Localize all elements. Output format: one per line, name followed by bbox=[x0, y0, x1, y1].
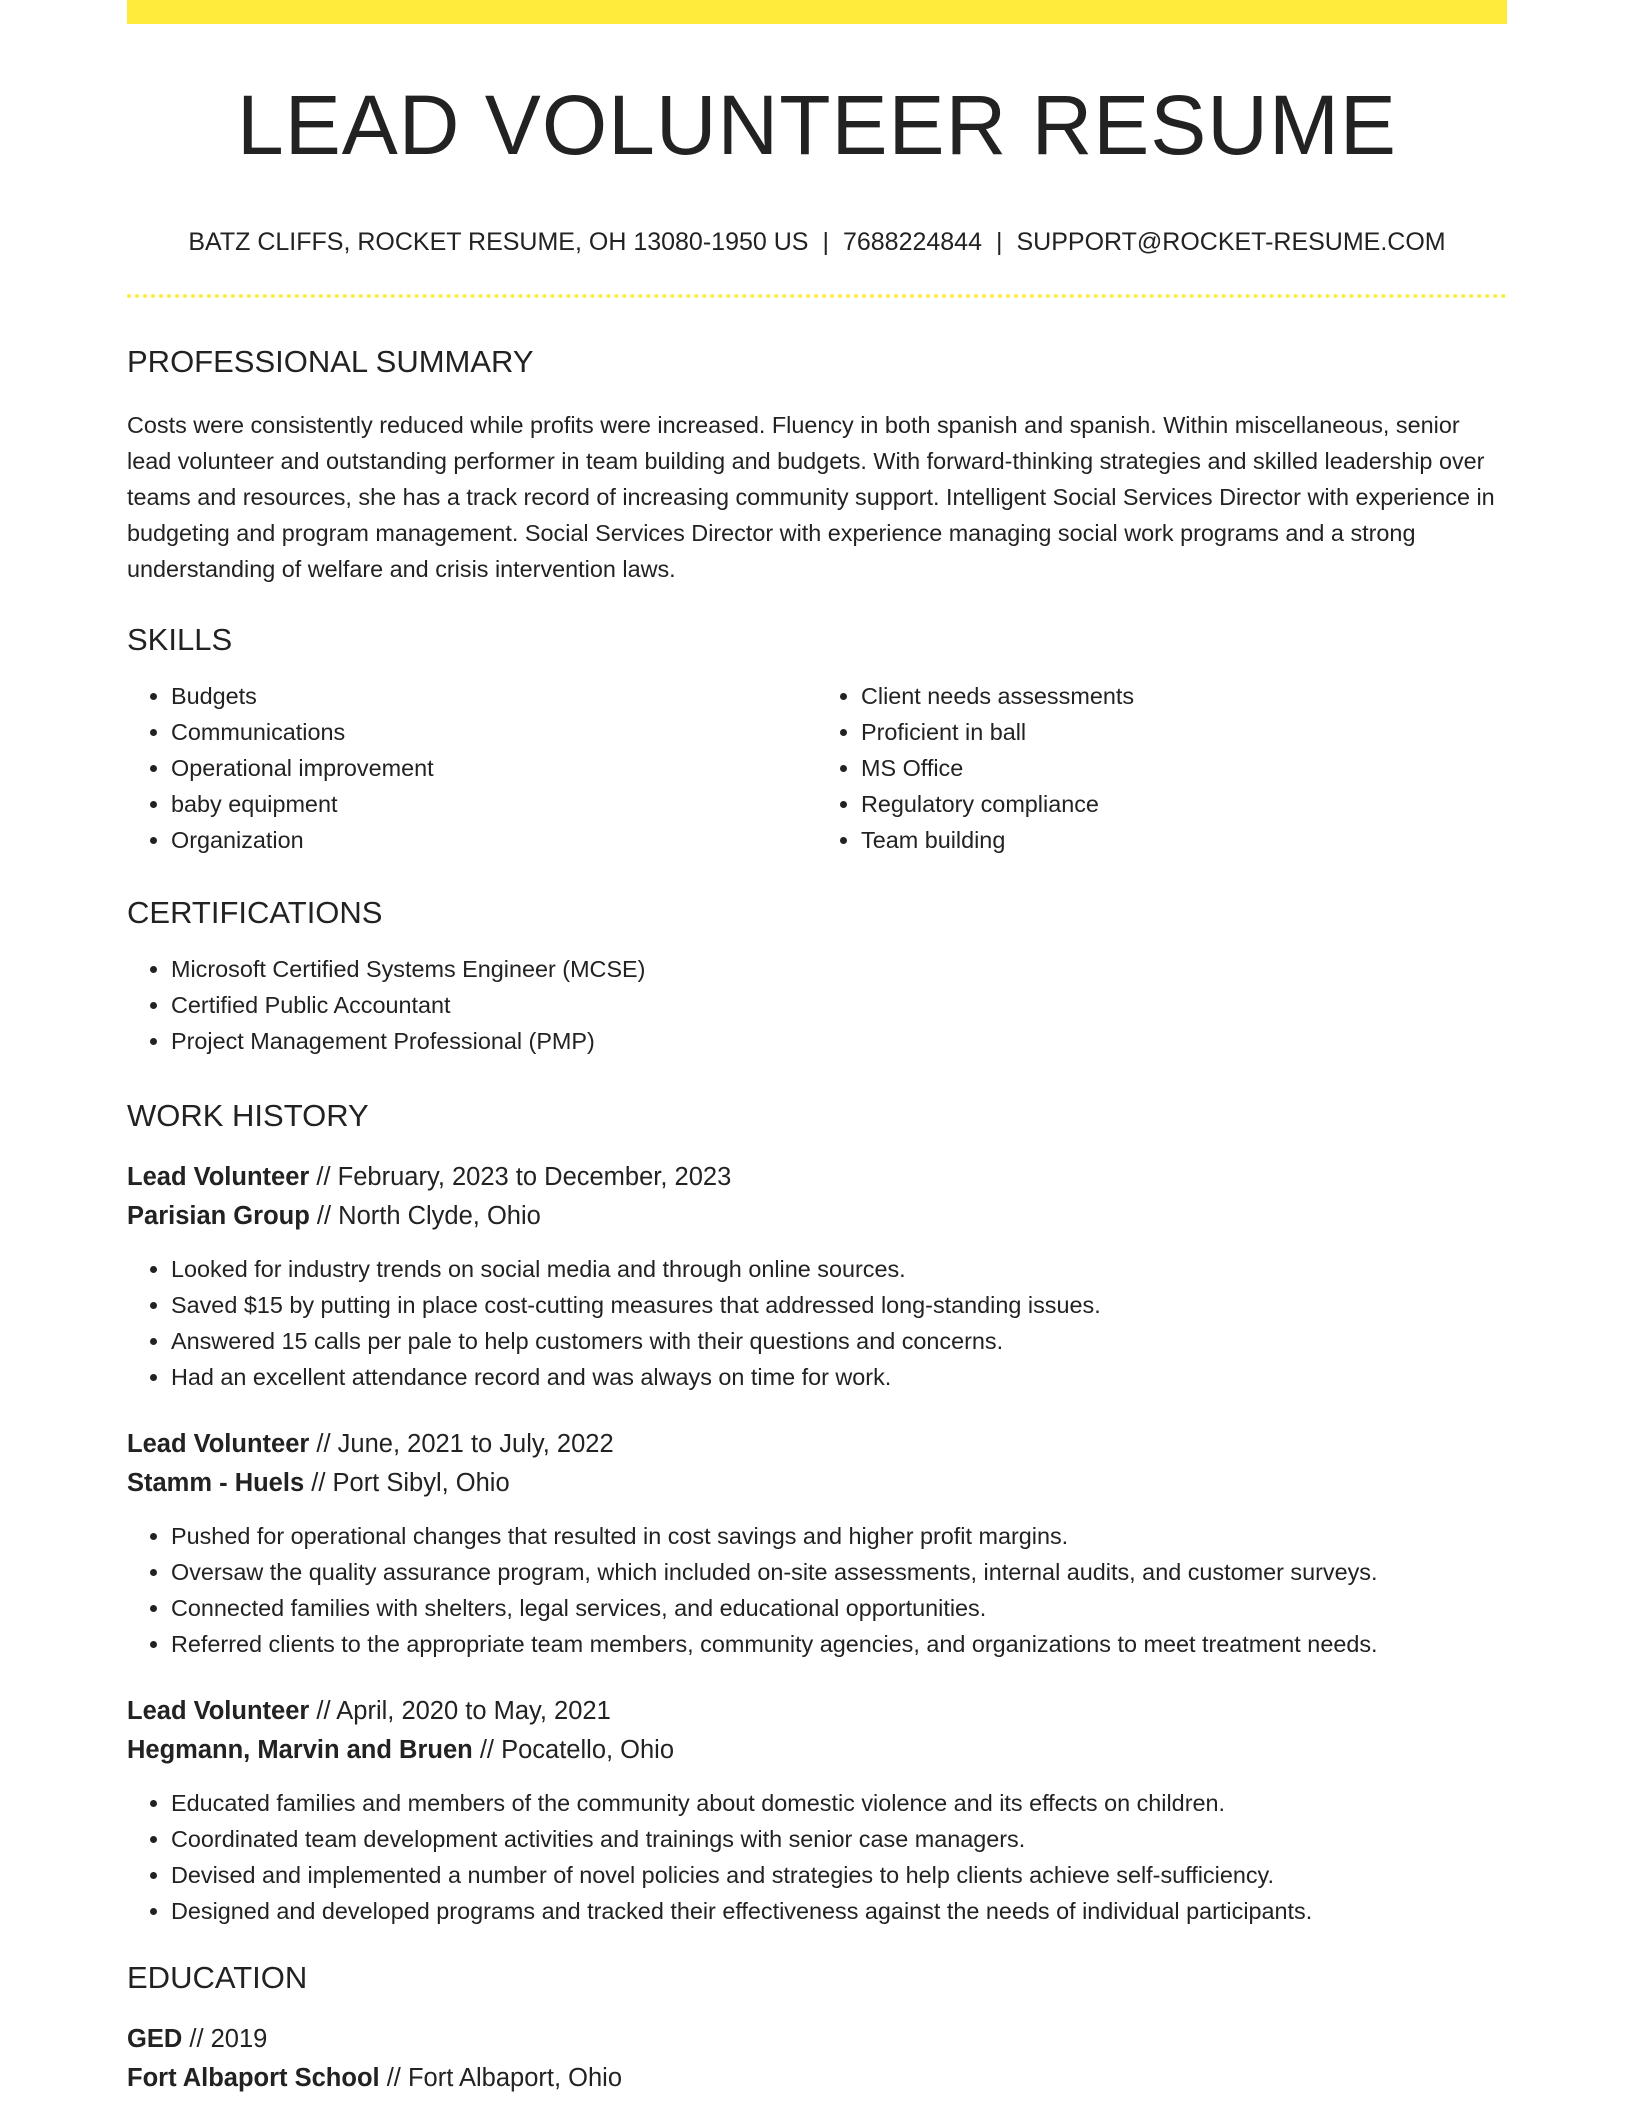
summary-text: Costs were consistently reduced while profits were increased. Fluency in both spanish and spanish. Within miscellaneous, senior lead volunteer and outstanding performer in team building and budgets. With forward-thinking strategies and skilled leadership over teams and resources, she has a track record of increasing community support. Intelligent Social Services Director with experience in budgeting and program management. Social Services Director with experience managing social work programs and a strong understanding of welfare and crisis intervention laws. bbox=[127, 411, 1495, 582]
contact-email: SUPPORT@ROCKET-RESUME.COM bbox=[1016, 228, 1446, 257]
job-bullet: • Looked for industry trends on social media and through online sources. bbox=[171, 1251, 1507, 1287]
skill-item: • Client needs assessments bbox=[861, 678, 1507, 714]
summary-heading: PROFESSIONAL SUMMARY bbox=[127, 344, 534, 380]
job-bullet: • Referred clients to the appropriate team members, community agencies, and organizations to meet treatment needs. bbox=[171, 1626, 1507, 1662]
skill-item: • Communications bbox=[171, 714, 817, 750]
job-company-line bbox=[127, 1464, 1507, 1503]
contact-separator: | bbox=[822, 228, 829, 257]
job-bullet: • Devised and implemented a number of novel policies and strategies to help clients achieve self-sufficiency. bbox=[171, 1857, 1507, 1893]
skill-item: • Operational improvement bbox=[171, 750, 817, 786]
education-separator: // bbox=[386, 2064, 401, 2093]
skills-list-left bbox=[127, 678, 817, 858]
education-degree: GED bbox=[127, 2025, 183, 2054]
job-company-line bbox=[127, 1731, 1507, 1770]
work-history-heading: WORK HISTORY bbox=[127, 1097, 369, 1133]
education-heading: EDUCATION bbox=[127, 1960, 308, 1996]
job-separator: // bbox=[311, 1469, 326, 1498]
skill-item: • Team building bbox=[861, 822, 1507, 858]
certification-item: • Project Management Professional (PMP) bbox=[171, 1023, 1507, 1059]
contact-address: BATZ CLIFFS, ROCKET RESUME, OH 13080-1950 US bbox=[188, 228, 809, 257]
job-bullet: • Answered 15 calls per pale to help customers with their questions and concerns. bbox=[171, 1323, 1507, 1359]
job-role: Lead Volunteer bbox=[127, 1430, 310, 1459]
contact-phone: 7688224844 bbox=[842, 228, 982, 257]
job-company: Parisian Group bbox=[127, 1202, 310, 1231]
contact-line bbox=[127, 227, 1507, 257]
job-location: Port Sibyl, Ohio bbox=[332, 1469, 510, 1498]
job-bullets bbox=[127, 1251, 1507, 1395]
job-company: Stamm - Huels bbox=[127, 1469, 305, 1498]
job-title-line bbox=[127, 1425, 1507, 1464]
skills-columns bbox=[127, 678, 1507, 858]
job-company: Hegmann, Marvin and Bruen bbox=[127, 1736, 473, 1765]
job-bullet: • Oversaw the quality assurance program, which included on-site assessments, internal audits, and customer surveys. bbox=[171, 1554, 1507, 1590]
education-year: 2019 bbox=[210, 2025, 268, 2054]
job-dates: April, 2020 to May, 2021 bbox=[336, 1697, 611, 1726]
job-role: Lead Volunteer bbox=[127, 1697, 310, 1726]
resume-page bbox=[127, 0, 1507, 2098]
job-bullet: • Had an excellent attendance record and was always on time for work. bbox=[171, 1359, 1507, 1395]
skills-heading: SKILLS bbox=[127, 621, 233, 657]
job-bullet: • Designed and developed programs and tracked their effectiveness against the needs of individual participants. bbox=[171, 1893, 1507, 1929]
certification-item: • Certified Public Accountant bbox=[171, 987, 1507, 1023]
certifications-list bbox=[127, 951, 1507, 1059]
education-location: Fort Albaport, Ohio bbox=[407, 2064, 623, 2093]
job-bullets bbox=[127, 1785, 1507, 1929]
education-degree-line bbox=[127, 2020, 1507, 2059]
job-bullets bbox=[127, 1518, 1507, 1662]
job-dates: June, 2021 to July, 2022 bbox=[337, 1430, 614, 1459]
job-dates: February, 2023 to December, 2023 bbox=[337, 1163, 732, 1192]
job-bullet: • Educated families and members of the community about domestic violence and its effects on children. bbox=[171, 1785, 1507, 1821]
skill-item: • Regulatory compliance bbox=[861, 786, 1507, 822]
job-title-line bbox=[127, 1692, 1507, 1731]
skill-item: • MS Office bbox=[861, 750, 1507, 786]
education-separator: // bbox=[189, 2025, 204, 2054]
job-bullet: • Pushed for operational changes that resulted in cost savings and higher profit margins. bbox=[171, 1518, 1507, 1554]
skill-item: • Proficient in ball bbox=[861, 714, 1507, 750]
job-separator: // bbox=[479, 1736, 494, 1765]
job-role: Lead Volunteer bbox=[127, 1163, 310, 1192]
job-bullet: • Connected families with shelters, legal services, and educational opportunities. bbox=[171, 1590, 1507, 1626]
job-location: North Clyde, Ohio bbox=[338, 1202, 541, 1231]
job-bullet: • Coordinated team development activities and trainings with senior case managers. bbox=[171, 1821, 1507, 1857]
job-separator: // bbox=[316, 1697, 331, 1726]
skill-item: • Organization bbox=[171, 822, 817, 858]
job-title-line bbox=[127, 1158, 1507, 1197]
job-bullet: • Saved $15 by putting in place cost-cutting measures that addressed long-standing issues. bbox=[171, 1287, 1507, 1323]
job-separator: // bbox=[316, 1163, 331, 1192]
job-separator: // bbox=[316, 1430, 331, 1459]
accent-bar bbox=[127, 0, 1507, 24]
skill-item: • Budgets bbox=[171, 678, 817, 714]
job-location: Pocatello, Ohio bbox=[501, 1736, 675, 1765]
job-company-line bbox=[127, 1197, 1507, 1236]
certification-item: • Microsoft Certified Systems Engineer (MCSE) bbox=[171, 951, 1507, 987]
job-separator: // bbox=[316, 1202, 332, 1231]
skills-list-right bbox=[817, 678, 1507, 858]
certifications-heading: CERTIFICATIONS bbox=[127, 894, 383, 930]
skill-item: • baby equipment bbox=[171, 786, 817, 822]
resume-title: LEAD VOLUNTEER RESUME bbox=[237, 78, 1397, 172]
contact-separator: | bbox=[996, 228, 1003, 257]
education-school-line bbox=[127, 2059, 1507, 2098]
education-school: Fort Albaport School bbox=[127, 2064, 380, 2093]
dotted-divider bbox=[127, 294, 1507, 298]
